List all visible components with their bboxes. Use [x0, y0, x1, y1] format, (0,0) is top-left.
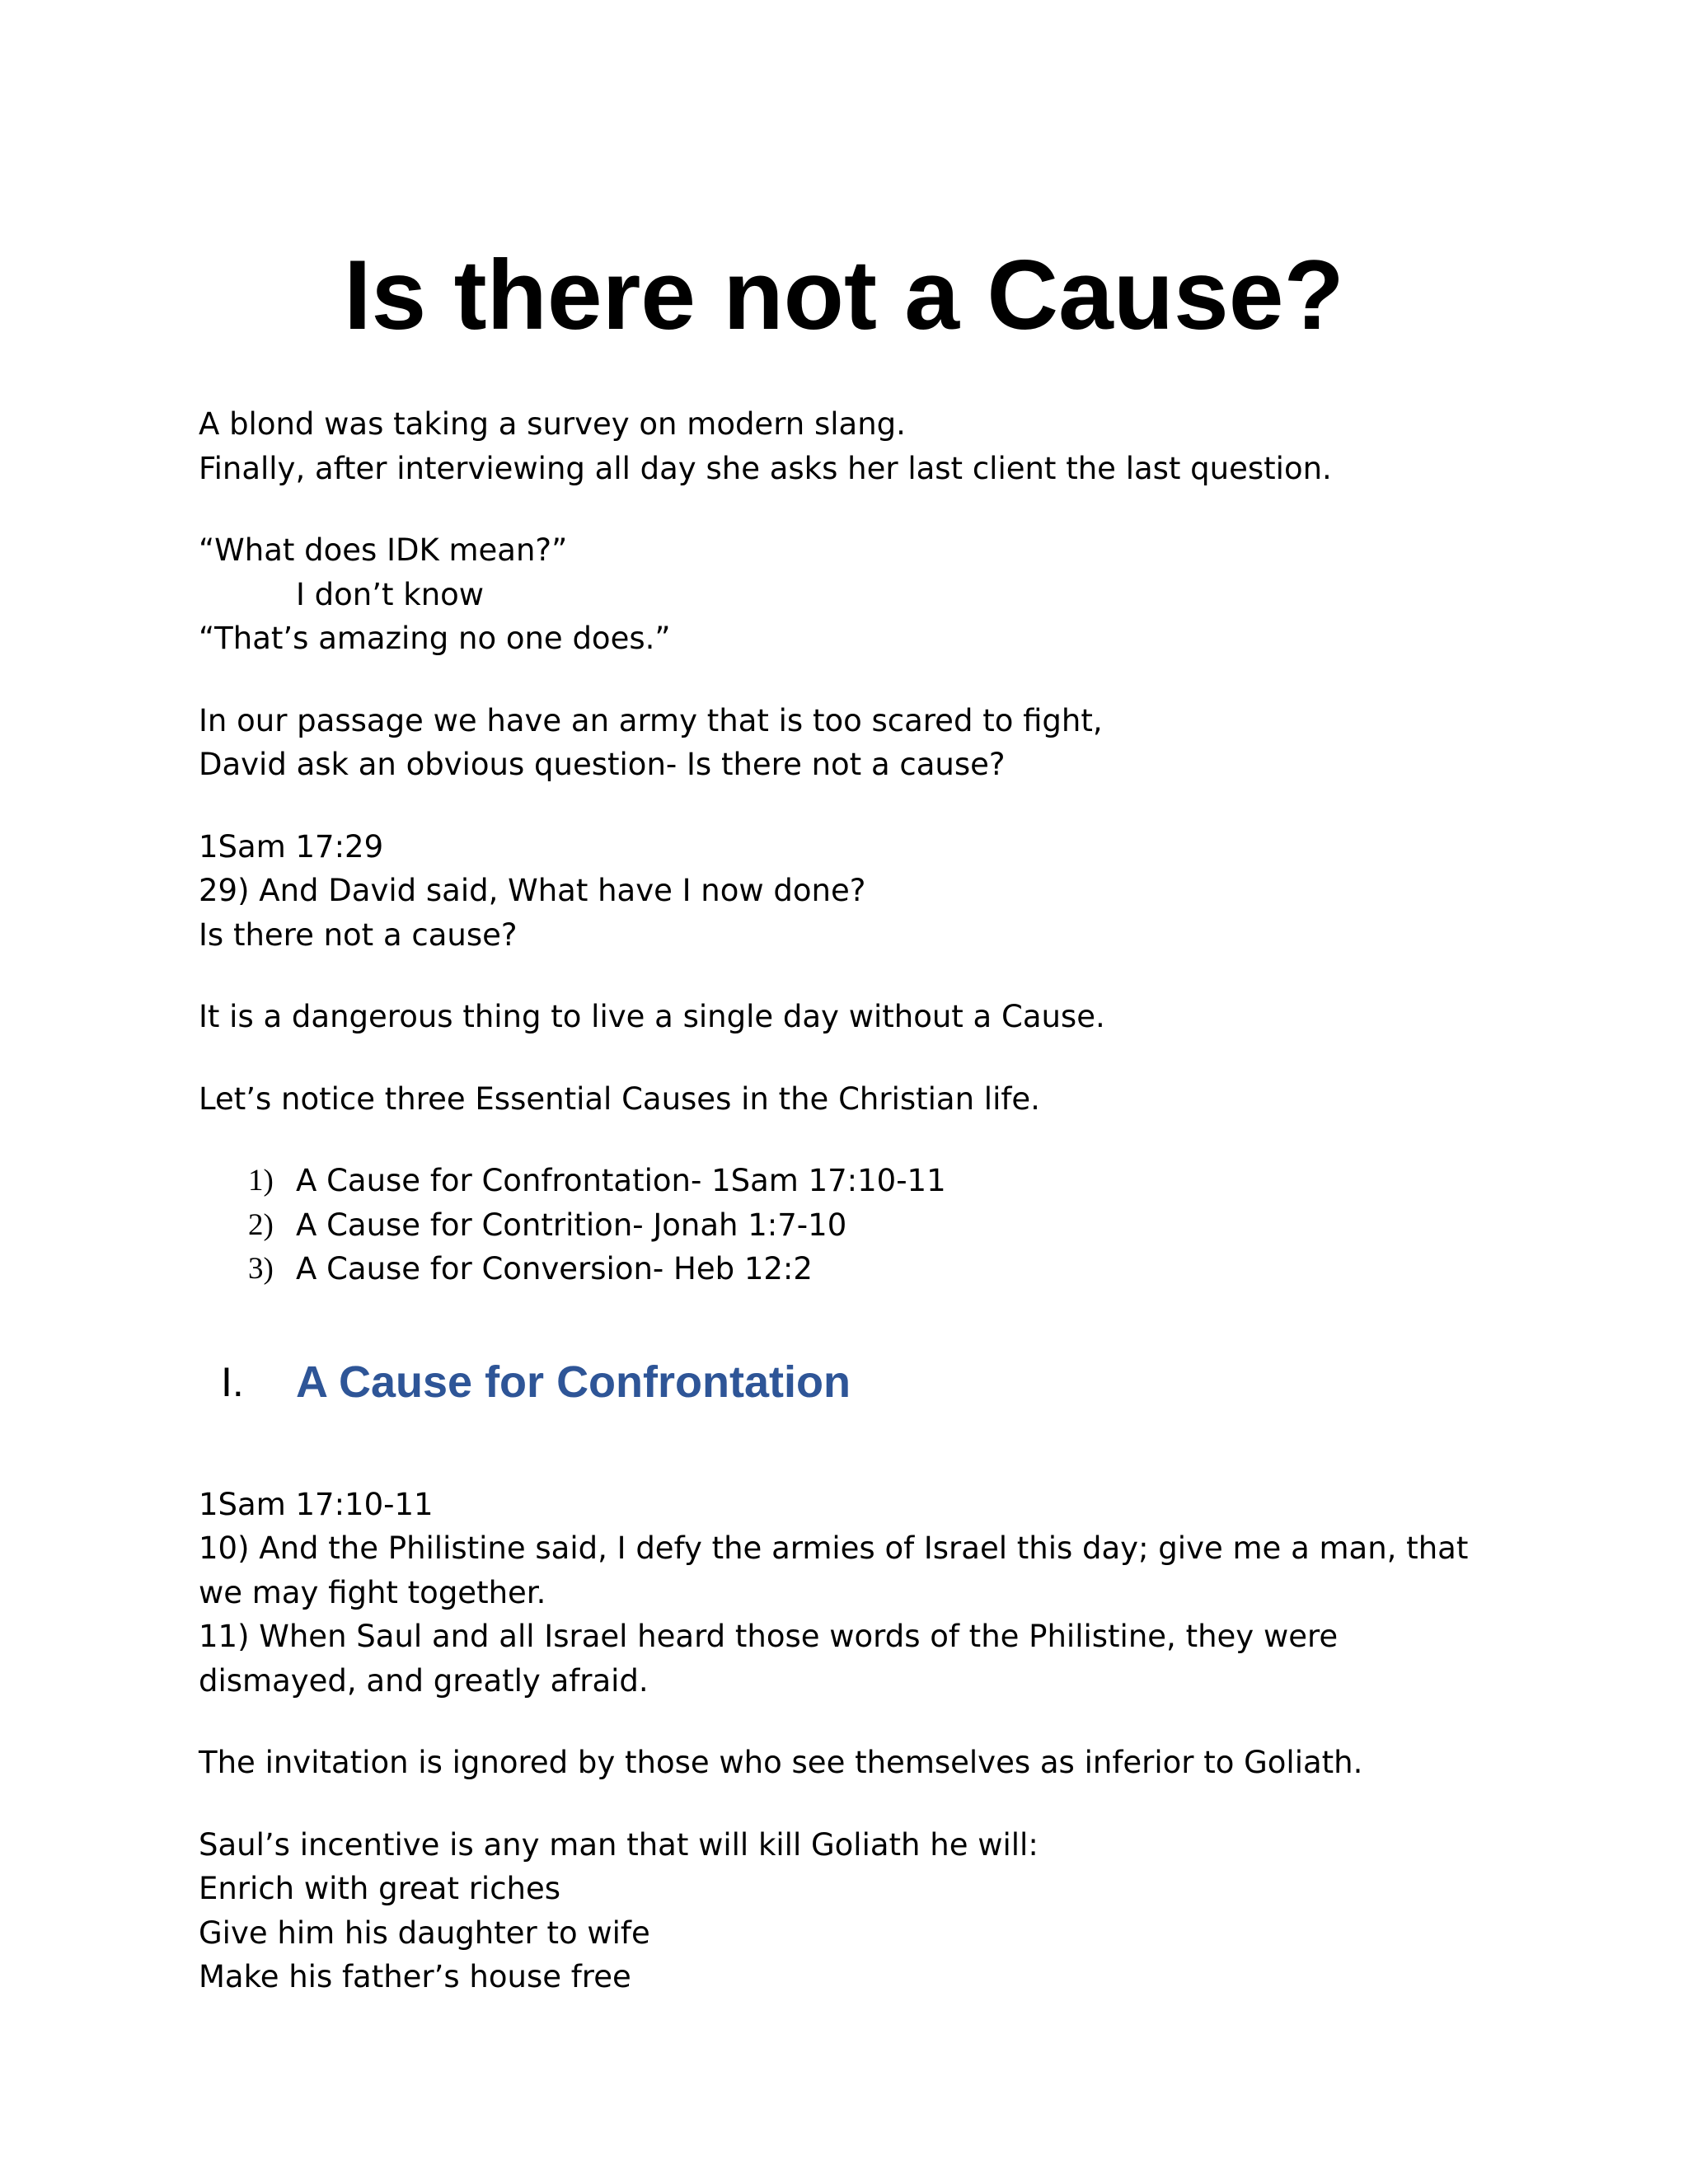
document-body — [199, 402, 1484, 2037]
list-item — [199, 1247, 1484, 1291]
text-line: Make his father’s house free — [199, 1959, 631, 1994]
list-item — [199, 1159, 1484, 1203]
text-line: A blond was taking a survey on modern slang. — [199, 406, 906, 442]
text-line: I don’t know — [296, 576, 485, 612]
verse-reference: 1Sam 17:29 — [199, 828, 384, 865]
list-item-text: A Cause for Conversion- Heb 12:2 — [296, 1251, 813, 1286]
text-line: David ask an obvious question- Is there not a cause? — [199, 747, 1006, 782]
text-line: Enrich with great riches — [199, 1871, 561, 1906]
list-number: 1) — [248, 1164, 274, 1197]
text-line: Is there not a cause? — [199, 916, 518, 953]
notice-paragraph — [199, 1077, 1484, 1122]
text-line: The invitation is ignored by those who see themselves as inferior to Goliath. — [199, 1745, 1363, 1780]
list-number: 2) — [248, 1207, 274, 1242]
text-line: “That’s amazing no one does.” — [199, 621, 671, 656]
joke-dialog-paragraph — [199, 528, 1484, 661]
causes-list — [199, 1159, 1484, 1291]
text-line: In our passage we have an army that is too scared to fight, — [199, 702, 1103, 738]
verse-29-paragraph — [199, 825, 1484, 958]
incentive-paragraph — [199, 1823, 1484, 1999]
list-item-text: A Cause for Contrition- Jonah 1:7-10 — [296, 1207, 847, 1243]
text-line: Let’s notice three Essential Causes in the Christian life. — [199, 1080, 1040, 1117]
danger-paragraph — [199, 995, 1484, 1039]
section-numeral: I. — [221, 1358, 244, 1405]
page-title: Is there not a Cause? — [344, 240, 1344, 350]
section-heading — [199, 1352, 1484, 1412]
text-line: “What does IDK mean?” — [199, 532, 568, 568]
text-line: Saul’s incentive is any man that will kill Goliath he will: — [199, 1826, 1039, 1863]
passage-intro-paragraph — [199, 699, 1484, 787]
verse-reference: 1Sam 17:10-11 — [199, 1486, 434, 1522]
list-item — [199, 1203, 1484, 1248]
joke-intro-paragraph — [199, 402, 1484, 490]
text-line: 11) When Saul and all Israel heard those words of the Philistine, they were dismayed, and greatly afraid. — [199, 1619, 1339, 1699]
list-item-text: A Cause for Confrontation- 1Sam 17:10-11 — [296, 1163, 946, 1198]
section-heading-text: A Cause for Confrontation — [296, 1357, 851, 1407]
section-verses-paragraph — [199, 1483, 1484, 1704]
text-line: Give him his daughter to wife — [199, 1915, 650, 1951]
text-line: It is a dangerous thing to live a single day without a Cause. — [199, 999, 1105, 1034]
text-line: 29) And David said, What have I now done? — [199, 873, 866, 908]
list-number: 3) — [248, 1252, 274, 1286]
invitation-paragraph — [199, 1741, 1484, 1785]
text-line: Finally, after interviewing all day she asks her last client the last question. — [199, 450, 1332, 486]
text-line: 10) And the Philistine said, I defy the armies of Israel this day; give me a man, that we may fight together. — [199, 1530, 1469, 1610]
